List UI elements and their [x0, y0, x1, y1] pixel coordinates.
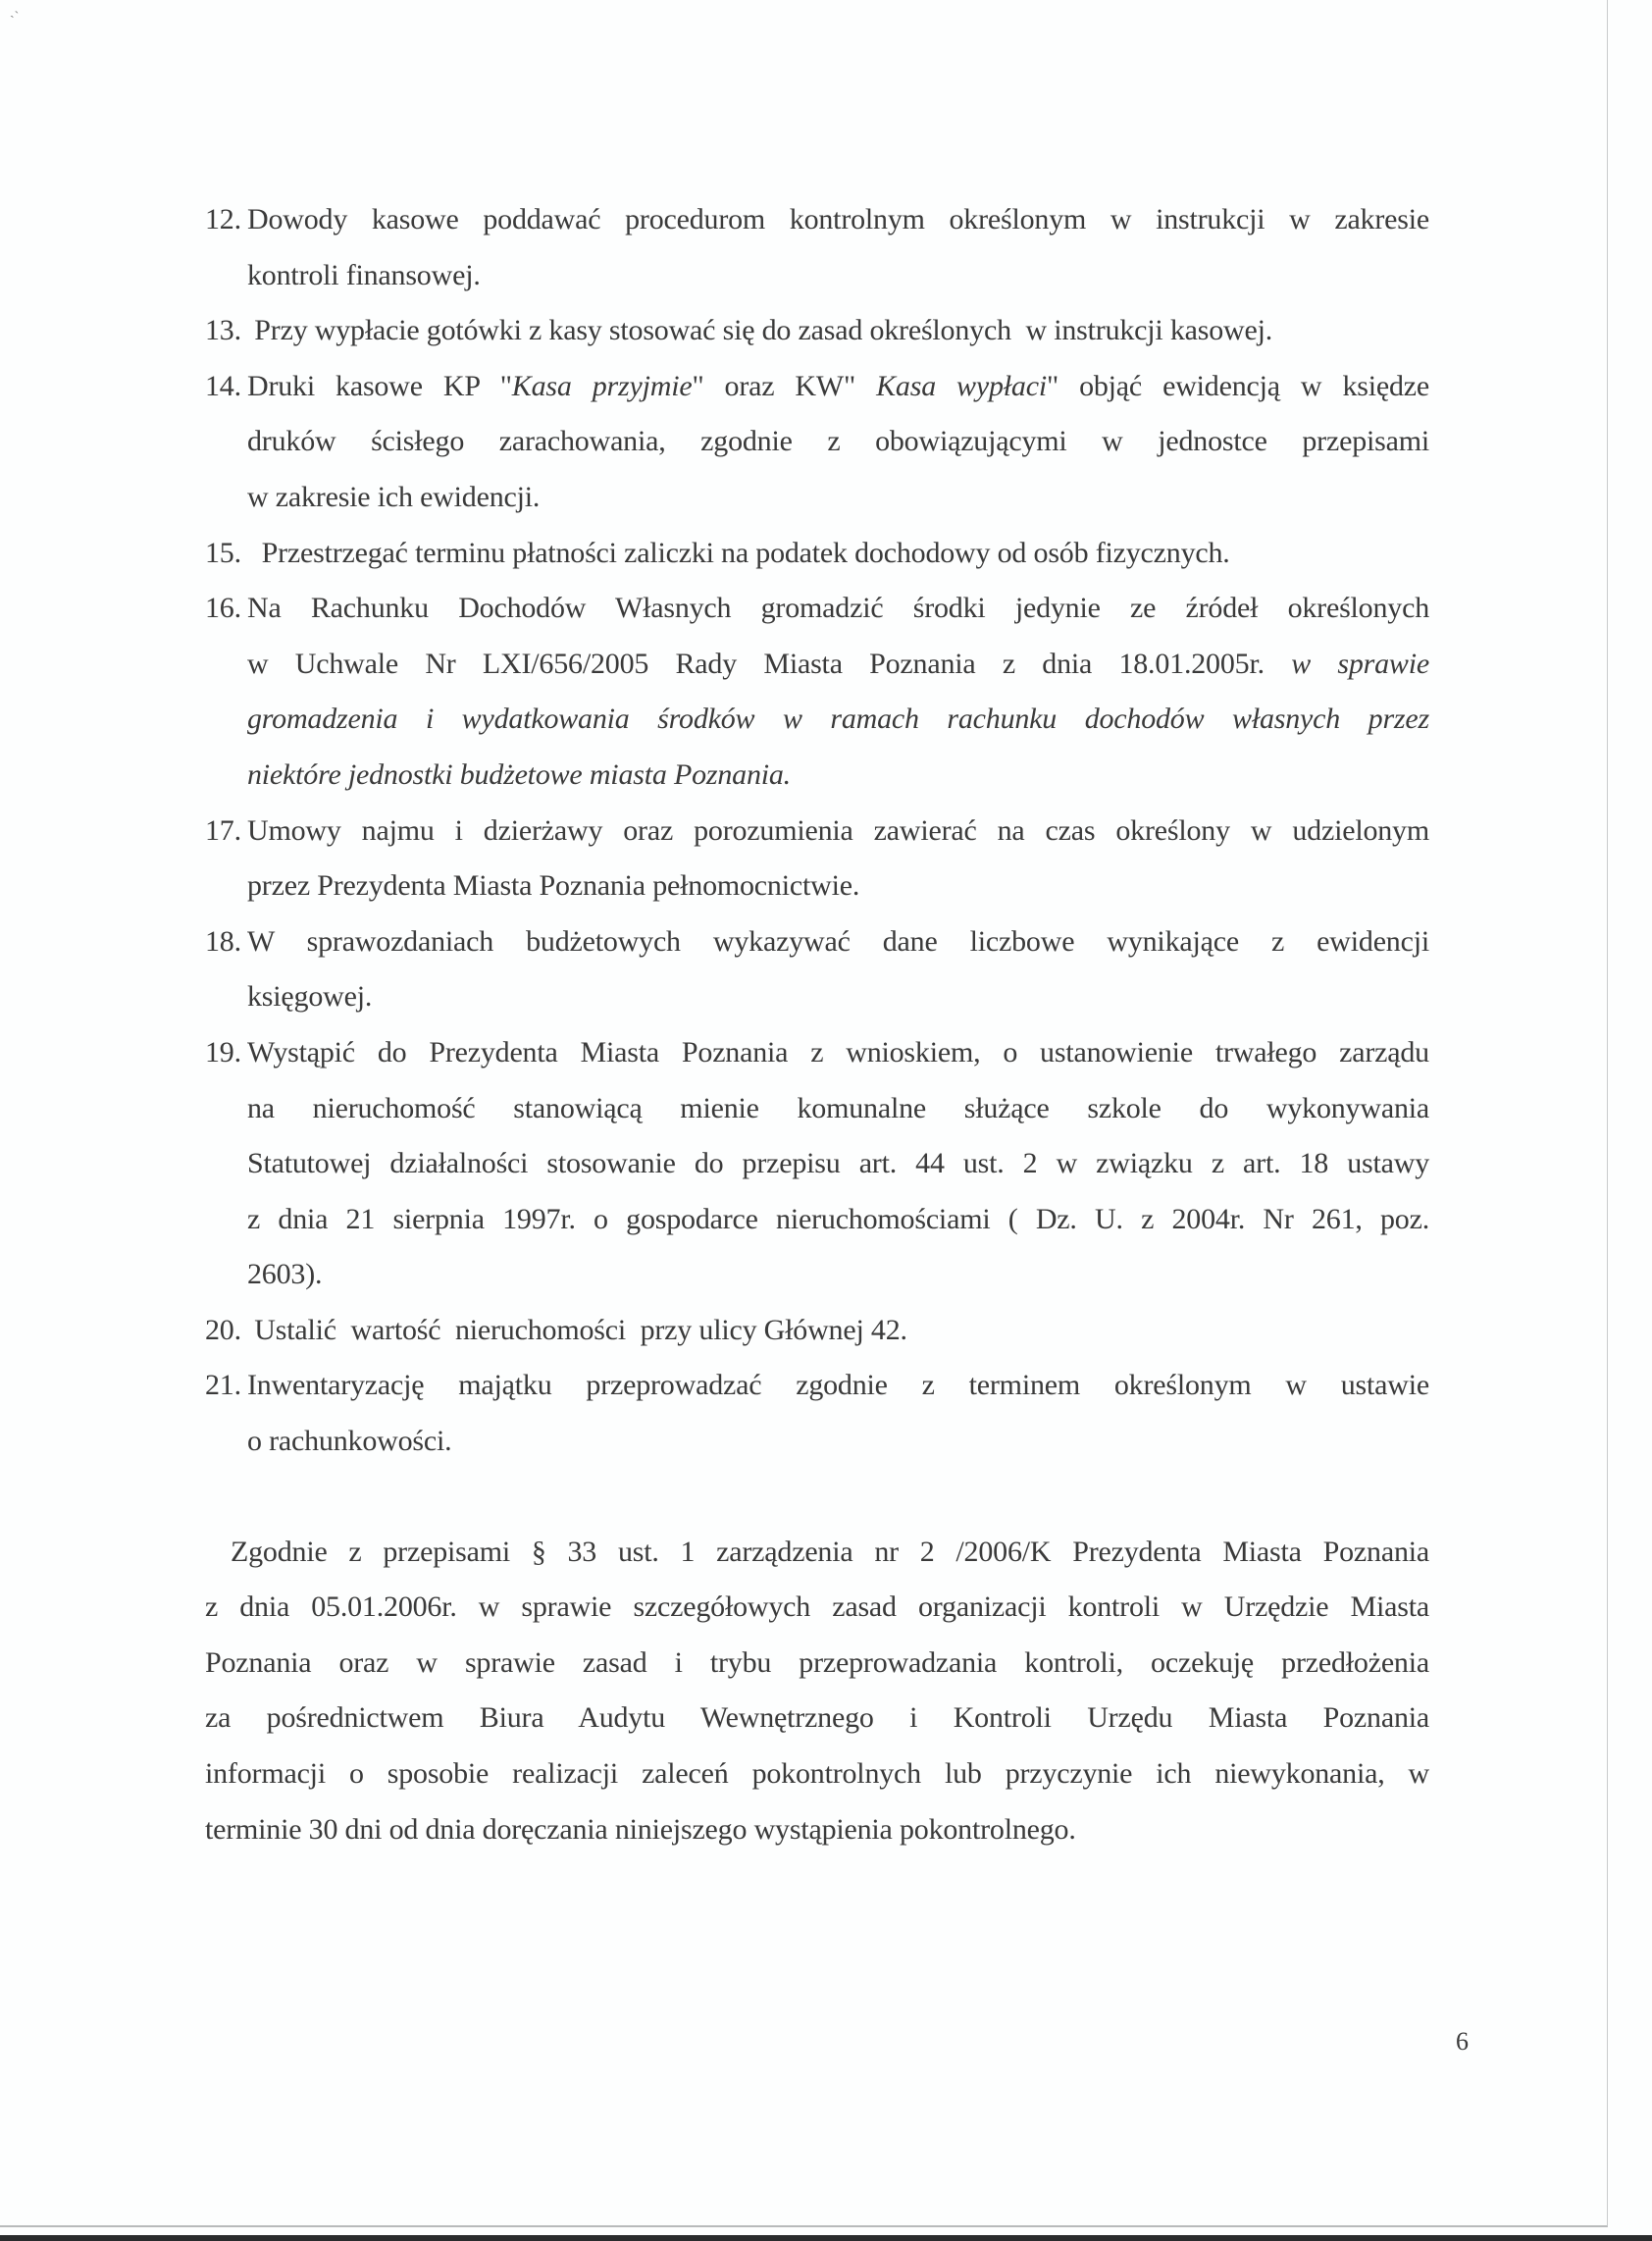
italic-term-kasa-przyjmie: Kasa przyjmie: [511, 369, 693, 402]
list-item-19: [205, 1025, 1429, 1303]
text-segment: " oraz KW": [692, 369, 877, 402]
item-number: 18.: [205, 924, 241, 958]
item-text-line: kontroli finansowej.: [247, 258, 481, 291]
item-number: 13.: [205, 314, 241, 347]
item-text-line: W sprawozdaniach budżetowych wykazywać dane liczbowe wynikające z ewidencji: [247, 924, 1429, 958]
item-number: 20.: [205, 1313, 241, 1346]
paragraph-line: terminie 30 dni od dnia doręczania niniejszego wystąpienia pokontrolnego.: [205, 1812, 1076, 1846]
list-item-18: [205, 914, 1429, 1025]
item-number: 12.: [205, 203, 241, 235]
item-text-line: Wystąpić do Prezydenta Miasta Poznania z wnioskiem, o ustanowienie trwałego zarządu: [247, 1035, 1429, 1068]
italic-resolution-title: niektóre jednostki budżetowe miasta Poznania.: [247, 757, 791, 791]
item-text-line: [247, 637, 1429, 693]
item-text-line: [247, 359, 1429, 415]
item-text-line: Na Rachunku Dochodów Własnych gromadzić środki jedynie ze źródeł określonych: [247, 592, 1429, 625]
paragraph-line: informacji o sposobie realizacji zaleceń pokontrolnych lub przyczynie ich niewykonania, w: [205, 1757, 1429, 1791]
list-item-20: [205, 1303, 1429, 1359]
item-text-line: w zakresie ich ewidencji.: [247, 480, 541, 513]
item-number: 21.: [205, 1369, 241, 1402]
list-item-21: [205, 1358, 1429, 1469]
item-text-line: o rachunkowości.: [247, 1425, 452, 1458]
closing-paragraph: [205, 1525, 1429, 1858]
item-text-line: Przy wypłacie gotówki z kasy stosować się do zasad określonych w instrukcji kasowej.: [247, 314, 1273, 347]
paragraph-line: z dnia 05.01.2006r. w sprawie szczegółowych zasad organizacji kontroli w Urzędzie Miasta: [205, 1590, 1429, 1624]
item-number: 14.: [205, 369, 241, 402]
paragraph-line: Zgodnie z przepisami § 33 ust. 1 zarządzenia nr 2 /2006/K Prezydenta Miasta Poznania: [231, 1535, 1429, 1568]
text-segment: Druki kasowe KP ": [247, 369, 512, 402]
list-item-15: [205, 526, 1429, 582]
item-number: 15.: [205, 536, 241, 569]
item-number: 17.: [205, 813, 241, 847]
item-text-line: Statutowej działalności stosowanie do przepisu art. 44 ust. 2 w związku z art. 18 ustawy: [247, 1147, 1429, 1180]
item-text-line: Umowy najmu i dzierżawy oraz porozumienia zawierać na czas określony w udzielonym: [247, 813, 1429, 847]
italic-term-kasa-wyplaci: Kasa wypłaci: [876, 369, 1047, 402]
text-segment: w Uchwale Nr LXI/656/2005 Rady Miasta Poznania z dnia 18.01.2005r.: [247, 647, 1292, 680]
item-text-line: Inwentaryzację majątku przeprowadzać zgodnie z terminem określonym w ustawie: [247, 1369, 1429, 1402]
list-item-13: [205, 303, 1429, 359]
italic-resolution-title: w sprawie: [1291, 647, 1429, 680]
item-text-line: 2603).: [247, 1258, 323, 1291]
list-item-12: [205, 192, 1429, 303]
item-number: 19.: [205, 1035, 241, 1068]
item-text-line: Ustalić wartość nieruchomości przy ulicy Głównej 42.: [247, 1313, 907, 1346]
list-item-16: [205, 581, 1429, 803]
italic-resolution-title: gromadzenia i wydatkowania środków w ramach rachunku dochodów własnych przez: [247, 703, 1429, 736]
item-text-line: z dnia 21 sierpnia 1997r. o gospodarce nieruchomościami ( Dz. U. z 2004r. Nr 261, poz.: [247, 1202, 1429, 1235]
list-item-14: [205, 359, 1429, 526]
scan-artifact: ˏ˴: [10, 4, 20, 19]
paragraph-line: za pośrednictwem Biura Audytu Wewnętrznego i Kontroli Urzędu Miasta Poznania: [205, 1701, 1429, 1735]
item-text-line: księgowej.: [247, 980, 373, 1014]
item-text-line: przez Prezydenta Miasta Poznania pełnomocnictwie.: [247, 869, 860, 903]
item-text-line: na nieruchomość stanowiącą mienie komunalne służące szkole do wykonywania: [247, 1091, 1429, 1124]
document-body: [205, 192, 1429, 1857]
list-item-17: [205, 804, 1429, 914]
paragraph-line: Poznania oraz w sprawie zasad i trybu przeprowadzania kontroli, oczekuję przedłożenia: [205, 1645, 1429, 1679]
scanner-edge-strip: [0, 2235, 1652, 2241]
item-text-line: druków ścisłego zarachowania, zgodnie z obowiązującymi w jednostce przepisami: [247, 425, 1429, 458]
item-number: 16.: [205, 592, 241, 625]
item-text-line: Przestrzegać terminu płatności zaliczki na podatek dochodowy od osób fizycznych.: [247, 536, 1230, 569]
page-number: 6: [1456, 2027, 1469, 2056]
text-segment: " objąć ewidencją w księdze: [1046, 369, 1429, 402]
item-text-line: Dowody kasowe poddawać procedurom kontrolnym określonym w instrukcji w zakresie: [247, 203, 1429, 235]
